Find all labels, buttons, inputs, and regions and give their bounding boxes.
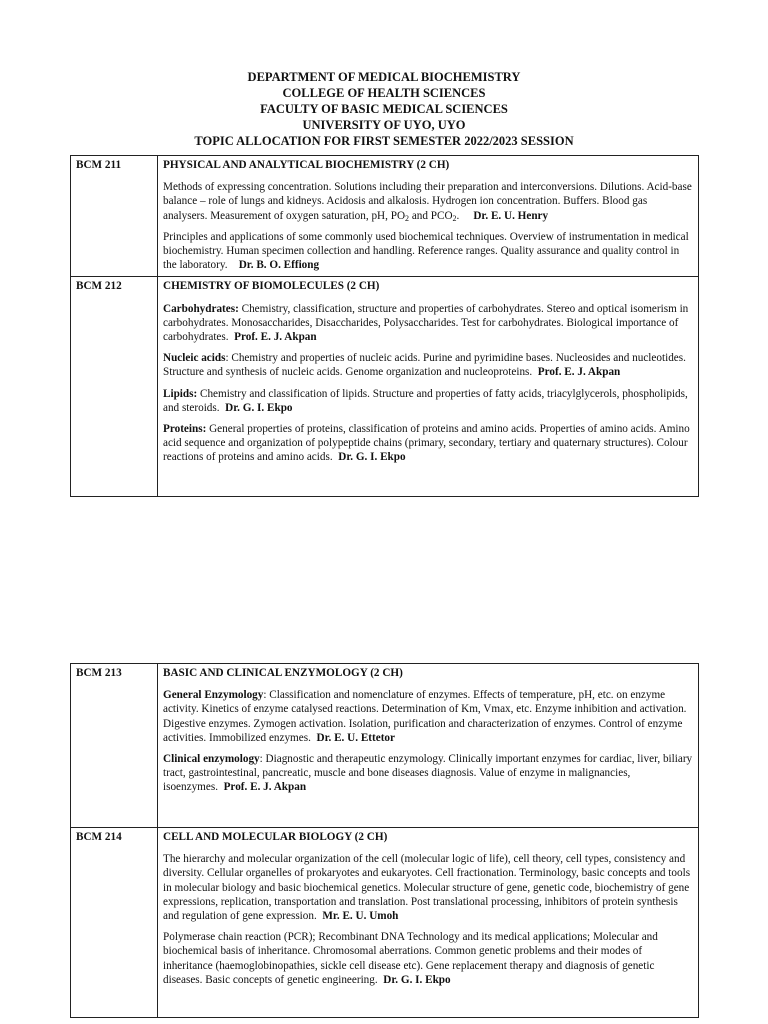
lecturer-name: Prof. E. J. Akpan (223, 781, 307, 794)
topic-paragraph (163, 351, 693, 379)
topic-paragraph (163, 302, 693, 345)
topic-allocation-table-1 (70, 155, 699, 497)
lecturer-name: Dr. G. I. Ekpo (338, 451, 406, 464)
course-row-bcm211 (71, 156, 699, 277)
topic-paragraph (163, 688, 693, 745)
topic-paragraph (163, 422, 693, 465)
course-details (158, 156, 699, 277)
course-code: BCM 214 (71, 828, 158, 1018)
course-title: PHYSICAL AND ANALYTICAL BIOCHEMISTRY (2 CH) (163, 159, 450, 171)
topic-text: : Classification and nomenclature of enzymes. Effects of temperature, pH, etc. on enzyme activity. Kinetics of enzyme catalysed reactions. Determination of Km, Vmax, etc. Enzyme inhibition and activation. Digestive enzymes. Zymogen activation. Isolation, purification and characterization of enzymes. Control of enzyme activities. Immobilized enzymes. (163, 689, 687, 744)
topic-label: Lipids: (163, 387, 198, 400)
topic-text: General properties of proteins, classification of proteins and amino acids. Properties of amino acids. Amino acid sequence and organization of polypeptide chains (primary, secondary, tertiary and quaternary structures). Colour reactions of proteins and amino acids. (163, 423, 690, 464)
topic-paragraph (163, 752, 693, 795)
topic-label: Nucleic acids (163, 352, 226, 365)
course-code: BCM 213 (71, 664, 158, 828)
lecturer-name: Dr. E. U. Henry (473, 209, 549, 222)
department-name: DEPARTMENT OF MEDICAL BIOCHEMISTRY (247, 70, 521, 84)
topic-text: . (456, 209, 460, 222)
topic-text: Methods of expressing concentration. Solutions including their preparation and interconversions. Dilutions. Acid-base balance – role of lungs and kidneys. Acidosis and alkalosis. Hydrogen ion concentration. Buffers. Blood gas analysers. Measurement of oxygen saturation, pH, PO (163, 181, 692, 222)
topic-allocation-table-2 (70, 663, 699, 1018)
college-name: COLLEGE OF HEALTH SCIENCES (282, 86, 486, 100)
lecturer-name: Mr. E. U. Umoh (322, 910, 399, 923)
topic-paragraph (163, 387, 693, 415)
topic-paragraph (163, 180, 693, 223)
course-title: CHEMISTRY OF BIOMOLECULES (2 CH) (163, 280, 380, 293)
topic-paragraph (163, 852, 693, 923)
topic-text: and PCO (409, 209, 453, 222)
university-name: UNIVERSITY OF UYO, UYO (302, 118, 466, 132)
course-title: BASIC AND CLINICAL ENZYMOLOGY (2 CH) (163, 667, 403, 679)
course-details (158, 828, 699, 1018)
topic-label: Carbohydrates: (163, 302, 239, 315)
lecturer-name: Dr. G. I. Ekpo (383, 973, 451, 986)
lecturer-name: Prof. E. J. Akpan (234, 331, 317, 344)
course-details (158, 664, 699, 828)
course-code: BCM 211 (71, 156, 158, 277)
lecturer-name: Prof. E. J. Akpan (537, 366, 621, 379)
topic-label: Clinical enzymology (163, 753, 260, 766)
course-title: CELL AND MOLECULAR BIOLOGY (2 CH) (163, 831, 388, 843)
topic-text: Chemistry and classification of lipids. Structure and properties of fatty acids, triacylglycerols, phospholipids, and steroids. (163, 387, 688, 414)
course-row-bcm214 (71, 828, 699, 1018)
topic-label: Proteins: (163, 423, 207, 436)
course-row-bcm213 (71, 664, 699, 828)
topic-text: The hierarchy and molecular organization of the cell (molecular logic of life), cell theory, cell types, consistency and diversity. Cellular organelles of prokaryotes and eukaryotes. Cell fractionation. Terminology, basic concepts and tools in molecular biology and basic biochemical genetics. Molecular structure of gene, genetic code, biochemistry of gene expressions, replication, transportation and translation. Post translational processing, inhibitors of protein synthesis and regulation of gene expression. (163, 853, 691, 923)
topic-text: Chemistry, classification, structure and properties of carbohydrates. Stereo and optical isomerism in carbohydrates. Monosaccharides, Disaccharides, Polysaccharides. Test for carbohydrates. Biological importance of carbohydrates. (163, 302, 689, 344)
topic-paragraph (163, 930, 693, 987)
topic-text: Polymerase chain reaction (PCR); Recombinant DNA Technology and its medical applications; Molecular and biochemical basis of inheritance. Chromosomal aberrations. Common genetic problems and their modes of inheritance (haemoglobinopathies, sickle cell disease etc). Gene replacement therapy and diagnosis of genetic diseases. Basic concepts of genetic engineering. (163, 931, 658, 986)
topic-paragraph (163, 230, 693, 273)
topic-label: General Enzymology (163, 689, 264, 702)
course-details (158, 277, 699, 497)
lecturer-name: Dr. E. U. Ettetor (316, 731, 395, 744)
document-title: TOPIC ALLOCATION FOR FIRST SEMESTER 2022/2023 SESSION (194, 134, 574, 148)
lecturer-name: Dr. B. O. Effiong (238, 259, 320, 272)
topic-text: : Chemistry and properties of nucleic acids. Purine and pyrimidine bases. Nucleosides and nucleotides. Structure and synthesis of nucleic acids. Genome organization and nucleoproteins. (163, 352, 686, 379)
faculty-name: FACULTY OF BASIC MEDICAL SCIENCES (260, 102, 508, 116)
topic-text: Principles and applications of some commonly used biochemical techniques. Overview of instrumentation in medical biochemistry. Human specimen collection and handling. Reference ranges. Quality assurance and quality control in the laboratory. (163, 230, 689, 272)
lecturer-name: Dr. G. I. Ekpo (225, 401, 293, 414)
course-row-bcm212 (71, 277, 699, 497)
subscript: 2 (452, 213, 457, 223)
topic-text: : Diagnostic and therapeutic enzymology. Clinically important enzymes for cardiac, liver, biliary tract, gastrointestinal, pancreatic, muscle and bone diseases diagnosis. Value of enzyme in malignancies, isoenzymes. (163, 753, 693, 794)
document-header (0, 69, 768, 149)
course-code: BCM 212 (71, 277, 158, 497)
subscript: 2 (405, 213, 410, 223)
